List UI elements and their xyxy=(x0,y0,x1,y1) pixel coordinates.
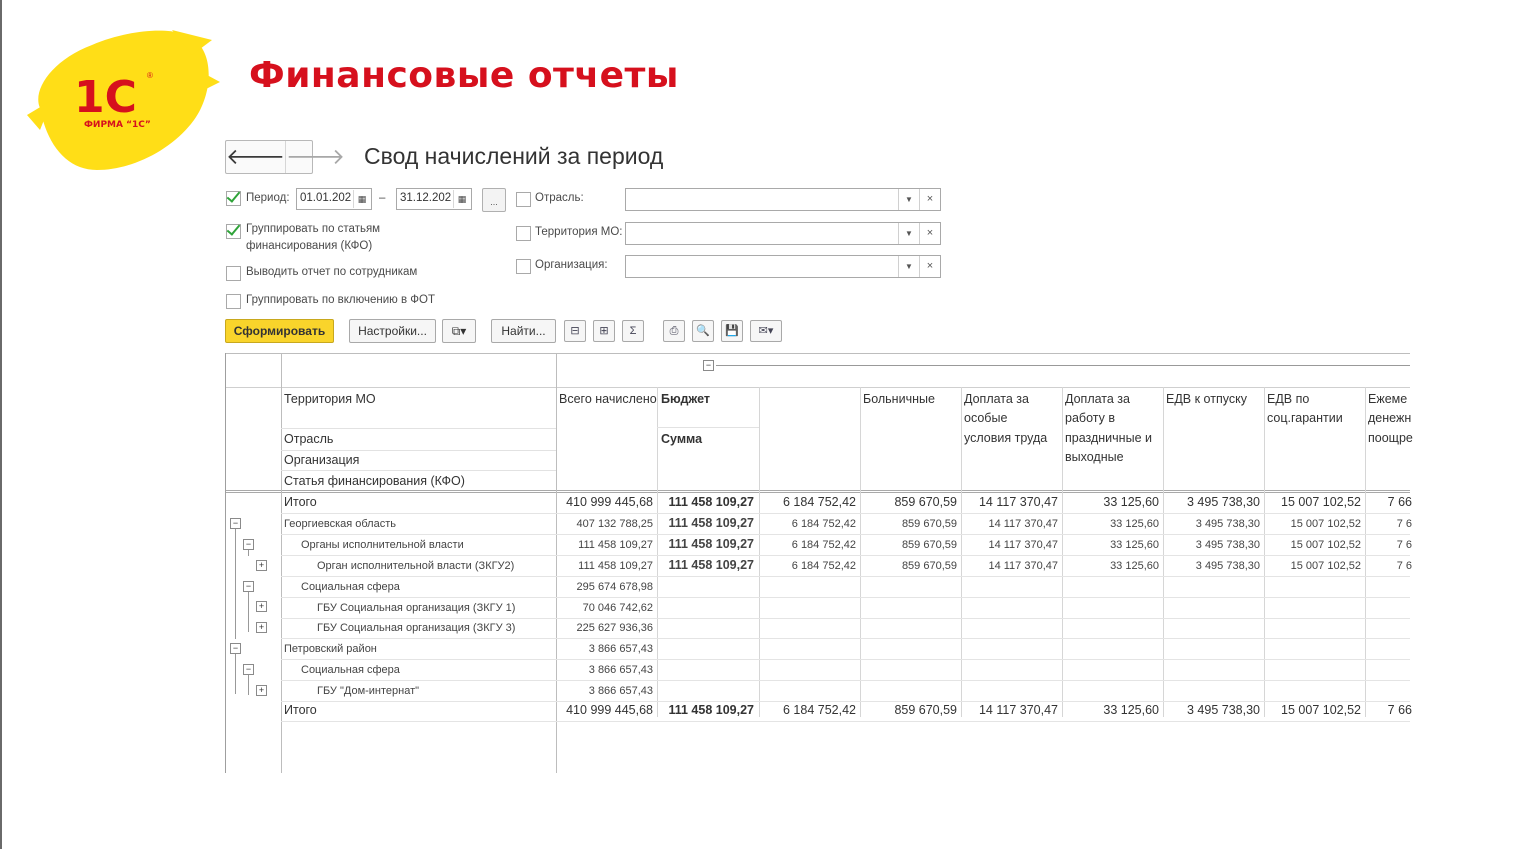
row-label[interactable]: ГБУ Социальная организация (ЗКГУ 3) xyxy=(317,622,516,634)
collapse-row-icon[interactable]: − xyxy=(243,539,254,550)
variants-button[interactable] xyxy=(442,319,476,343)
send-button[interactable] xyxy=(750,320,782,342)
dropdown-icon[interactable]: ▼ xyxy=(898,223,919,244)
cell-edv-soc[interactable]: 15 007 102,52 xyxy=(1281,703,1361,717)
cell-edv-vac[interactable]: 3 495 738,30 xyxy=(1187,703,1260,717)
cell-edv-vac[interactable]: 3 495 738,30 xyxy=(1195,539,1260,551)
collapse-row-icon[interactable]: − xyxy=(230,518,241,529)
cell-special[interactable]: 14 117 370,47 xyxy=(988,539,1058,551)
territory-label: Территория МО: xyxy=(535,226,623,238)
cell-holiday[interactable]: 33 125,60 xyxy=(1110,539,1159,551)
cell-total[interactable]: 410 999 445,68 xyxy=(566,495,653,509)
header-industry: Отрасль xyxy=(284,432,334,446)
copy-icon: ⧉▾ xyxy=(451,324,467,338)
cell-edv-vac[interactable]: 3 495 738,30 xyxy=(1195,518,1260,530)
dropdown-icon[interactable]: ▼ xyxy=(898,256,919,277)
cell-total[interactable]: 3 866 657,43 xyxy=(588,643,653,655)
industry-label: Отрасль: xyxy=(535,192,584,204)
row-label[interactable]: ГБУ "Дом-интернат" xyxy=(317,685,420,697)
cell-monthly[interactable]: 7 6 xyxy=(1396,560,1412,572)
cell-budget[interactable]: 111 458 109,27 xyxy=(668,537,754,551)
date-to-value: 31.12.202 xyxy=(400,192,452,204)
cell-budget[interactable]: 111 458 109,27 xyxy=(668,516,754,530)
header-special-3: условия труда xyxy=(964,431,1048,445)
row-label[interactable]: Итого xyxy=(284,495,317,509)
row-label[interactable]: Органы исполнительной власти xyxy=(301,539,464,551)
territory-field[interactable] xyxy=(625,222,941,245)
cell-holiday[interactable]: 33 125,60 xyxy=(1103,495,1159,509)
sum-button[interactable]: Σ xyxy=(622,320,644,342)
header-special-1: Доплата за xyxy=(964,392,1029,406)
cell-holiday[interactable]: 33 125,60 xyxy=(1103,703,1159,717)
collapse-groups-button[interactable] xyxy=(564,320,586,342)
cell-monthly[interactable]: 7 6 xyxy=(1396,518,1412,530)
header-edv-vacation: ЕДВ к отпуску xyxy=(1166,392,1247,406)
left-border xyxy=(0,0,2,849)
form-title: Свод начислений за период xyxy=(364,143,664,169)
cell-sick[interactable]: 859 670,59 xyxy=(901,560,957,572)
header-monthly-2: денежн xyxy=(1368,411,1412,425)
period-select-button[interactable]: ... xyxy=(482,188,506,212)
generate-button[interactable]: Сформировать xyxy=(225,319,334,343)
header-kfo: Статья финансирования (КФО) xyxy=(284,474,465,488)
envelope-icon: ✉▾ xyxy=(758,325,774,337)
by-employees-label: Выводить отчет по сотрудникам xyxy=(246,266,418,278)
date-dash: – xyxy=(379,192,386,204)
company-logo xyxy=(22,20,222,175)
cell-c3[interactable]: 6 184 752,42 xyxy=(783,703,856,717)
clear-icon[interactable]: × xyxy=(919,256,940,277)
organization-checkbox[interactable] xyxy=(516,259,531,274)
row-label[interactable]: Социальная сфера xyxy=(301,581,400,593)
collapse-row-icon[interactable]: − xyxy=(243,664,254,675)
report-grid[interactable] xyxy=(225,353,1413,773)
cell-c3[interactable]: 6 184 752,42 xyxy=(791,560,856,572)
settings-button[interactable]: Настройки... xyxy=(349,319,436,343)
cell-c3[interactable]: 6 184 752,42 xyxy=(791,539,856,551)
printer-icon: ⎙ xyxy=(669,325,679,337)
cell-total[interactable]: 295 674 678,98 xyxy=(576,581,653,593)
cell-total[interactable]: 111 458 109,27 xyxy=(578,560,653,572)
dropdown-icon[interactable]: ▼ xyxy=(898,189,919,210)
cell-monthly[interactable]: 7 66 xyxy=(1387,495,1412,509)
date-to-input[interactable] xyxy=(396,188,472,210)
row-label[interactable]: Георгиевская область xyxy=(284,518,396,530)
header-holiday-2: работу в xyxy=(1065,411,1115,425)
save-icon: 💾 xyxy=(725,325,739,337)
cell-edv-soc[interactable]: 15 007 102,52 xyxy=(1281,495,1361,509)
header-holiday-3: праздничные и xyxy=(1065,431,1152,445)
clear-icon[interactable]: × xyxy=(919,189,940,210)
cell-sick[interactable]: 859 670,59 xyxy=(901,518,957,530)
expand-row-icon[interactable]: + xyxy=(256,601,267,612)
header-edv-soc-2: соц.гарантии xyxy=(1267,411,1343,425)
cell-budget[interactable]: 111 458 109,27 xyxy=(668,703,754,717)
preview-button[interactable] xyxy=(692,320,714,342)
date-from-value: 01.01.202 xyxy=(300,192,352,204)
cell-sick[interactable]: 859 670,59 xyxy=(894,703,957,717)
row-label[interactable]: Петровский район xyxy=(284,643,377,655)
clear-icon[interactable]: × xyxy=(919,223,940,244)
svg-text:1С: 1С xyxy=(74,72,137,123)
expand-row-icon[interactable]: + xyxy=(256,560,267,571)
industry-field[interactable] xyxy=(625,188,941,211)
cell-c3[interactable]: 6 184 752,42 xyxy=(783,495,856,509)
group-kfo-checkbox[interactable] xyxy=(226,224,241,239)
date-from-input[interactable] xyxy=(296,188,372,210)
expand-row-icon[interactable]: + xyxy=(256,622,267,633)
header-special-2: особые xyxy=(964,411,1008,425)
cell-edv-soc[interactable]: 15 007 102,52 xyxy=(1290,560,1361,572)
organization-field[interactable] xyxy=(625,255,941,278)
column-group-collapse-icon[interactable]: − xyxy=(703,360,714,371)
header-organization: Организация xyxy=(284,453,360,467)
cell-total[interactable]: 225 627 936,36 xyxy=(576,622,653,634)
by-employees-checkbox[interactable] xyxy=(226,266,241,281)
header-sick: Больничные xyxy=(863,392,935,406)
territory-checkbox[interactable] xyxy=(516,226,531,241)
collapse-row-icon[interactable]: − xyxy=(230,643,241,654)
row-label[interactable]: ГБУ Социальная организация (ЗКГУ 1) xyxy=(317,602,516,614)
header-holiday-4: выходные xyxy=(1065,450,1124,464)
forward-arrow-icon[interactable]: 🡒 xyxy=(285,141,345,173)
row-label[interactable]: Социальная сфера xyxy=(301,664,400,676)
collapse-icon: ⊟ xyxy=(570,325,580,337)
cell-special[interactable]: 14 117 370,47 xyxy=(978,495,1058,509)
cell-total[interactable]: 3 866 657,43 xyxy=(588,685,653,697)
expand-row-icon[interactable]: + xyxy=(256,685,267,696)
cell-monthly[interactable]: 7 66 xyxy=(1387,703,1412,717)
save-button[interactable] xyxy=(721,320,743,342)
history-nav xyxy=(225,140,345,174)
period-label: Период: xyxy=(246,192,290,204)
find-button[interactable]: Найти... xyxy=(491,319,556,343)
cell-monthly[interactable]: 7 6 xyxy=(1396,539,1412,551)
cell-special[interactable]: 14 117 370,47 xyxy=(988,560,1058,572)
cell-budget[interactable]: 111 458 109,27 xyxy=(668,558,754,572)
cell-holiday[interactable]: 33 125,60 xyxy=(1110,518,1159,530)
cell-sick[interactable]: 859 670,59 xyxy=(901,539,957,551)
cell-total[interactable]: 407 132 788,25 xyxy=(576,518,653,530)
header-budget: Бюджет xyxy=(661,392,711,406)
svg-text:ФИРМА “1С”: ФИРМА “1С” xyxy=(84,120,151,130)
group-fot-label: Группировать по включению в ФОТ xyxy=(246,294,436,306)
cell-edv-vac[interactable]: 3 495 738,30 xyxy=(1187,495,1260,509)
row-label[interactable]: Итого xyxy=(284,703,317,717)
cell-edv-vac[interactable]: 3 495 738,30 xyxy=(1195,560,1260,572)
group-kfo-label: Группировать по статьям xyxy=(246,223,381,235)
cell-edv-soc[interactable]: 15 007 102,52 xyxy=(1290,518,1361,530)
collapse-row-icon[interactable]: − xyxy=(243,581,254,592)
header-monthly-1: Ежеме xyxy=(1368,392,1408,406)
organization-label: Организация: xyxy=(535,259,608,271)
calendar-icon[interactable]: ▦ xyxy=(353,190,370,208)
svg-text:®: ® xyxy=(147,71,153,80)
slide-title: Финансовые отчеты xyxy=(249,55,679,96)
cell-special[interactable]: 14 117 370,47 xyxy=(978,703,1058,717)
cell-total[interactable]: 410 999 445,68 xyxy=(566,703,653,717)
calendar-icon[interactable]: ▦ xyxy=(453,190,470,208)
header-territory: Территория МО xyxy=(284,392,376,406)
cell-holiday[interactable]: 33 125,60 xyxy=(1110,560,1159,572)
cell-special[interactable]: 14 117 370,47 xyxy=(988,518,1058,530)
cell-total[interactable]: 3 866 657,43 xyxy=(588,664,653,676)
group-kfo-label-line2: финансирования (КФО) xyxy=(246,240,373,252)
header-holiday-1: Доплата за xyxy=(1065,392,1130,406)
header-edv-soc-1: ЕДВ по xyxy=(1267,392,1310,406)
cell-sick[interactable]: 859 670,59 xyxy=(894,495,957,509)
header-monthly-3: поощре xyxy=(1368,431,1413,445)
header-sum: Сумма xyxy=(661,432,703,446)
header-total-accrued: Всего начислено xyxy=(559,392,657,406)
cell-c3[interactable]: 6 184 752,42 xyxy=(791,518,856,530)
print-button[interactable] xyxy=(663,320,685,342)
group-fot-checkbox[interactable] xyxy=(226,294,241,309)
cell-edv-soc[interactable]: 15 007 102,52 xyxy=(1290,539,1361,551)
cell-budget[interactable]: 111 458 109,27 xyxy=(668,495,754,509)
expand-icon: ⊞ xyxy=(599,325,609,337)
industry-checkbox[interactable] xyxy=(516,192,531,207)
cell-total[interactable]: 70 046 742,62 xyxy=(582,602,653,614)
row-label[interactable]: Орган исполнительной власти (ЗКГУ2) xyxy=(317,560,515,572)
period-checkbox[interactable] xyxy=(226,191,241,206)
cell-total[interactable]: 111 458 109,27 xyxy=(578,539,653,551)
expand-groups-button[interactable] xyxy=(593,320,615,342)
preview-icon: 🔍 xyxy=(696,325,710,337)
back-arrow-icon[interactable]: 🡐 xyxy=(226,144,285,169)
